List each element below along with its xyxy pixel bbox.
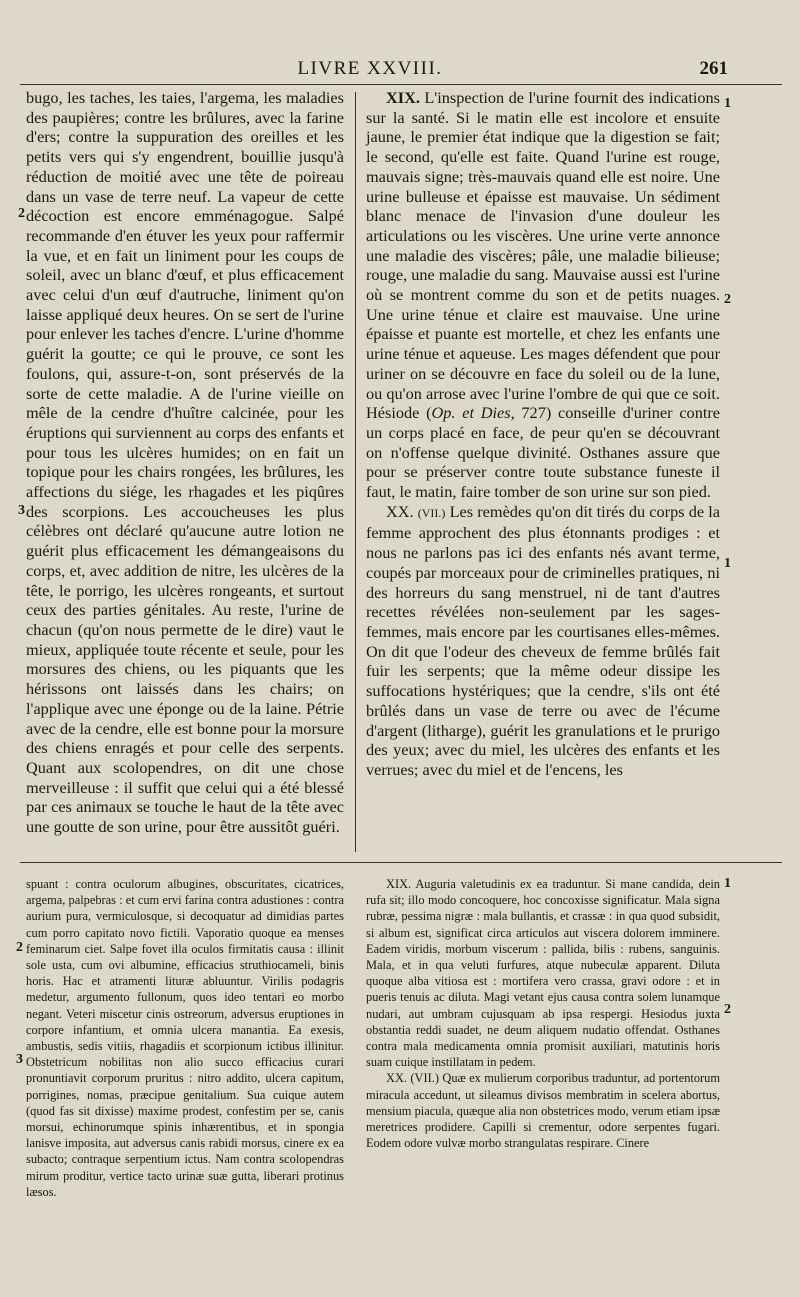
running-title: LIVRE XXVIII. [297, 58, 443, 79]
margin-number: 3 [16, 1052, 23, 1067]
paragraph-xix-end: conseille d'uriner contre un corps placé en face, de peur qu'en se découvrant on n'offense quelque divinité. Osthanes assure que pour se préserver contre toute substance funeste il faut, le matin, faire tomber de son urine sur son pied. [366, 403, 721, 502]
latin-paragraph-xx-text: Quæ ex mulierum corporibus traduntur, ad portentorum miracula accedunt, ut sileamus divisos membratim in scelera abortus, mensium piacula, quæque alia non obstetrices modo, verum etiam ipsæ meretrices prodidere. Capilli si crementur, odore serpentes fugari. Eodem odore vulvæ morbo strangulatas respirare. Cinere [366, 1071, 720, 1151]
header-rule [20, 84, 782, 85]
translation-left-text: bugo, les taches, les taies, l'argema, les maladies des paupières; contre les brûlures, avec la farine d'ers; contre la suppuration des oreilles et les petits vers qui s'y engendrent, bouillie jusqu'à réduction de moitié avec une tête de poireau dans un vase de terre neuf. La vapeur de cette décoction est encore emménagogue. Salpé recommande d'en étuver les yeux pour raffermir la vue, et en fait un liniment pour les coups de soleil, avec un blanc d'œuf, et plus efficacement avec celui d'un œuf d'autruche, liniment qu'on laisse appliqué deux heures. On se sert de l'urine pour enlever les taches d'encre. L'urine d'homme guérit la goutte; ce qui le prouve, ce sont les foulons, qui, assure-t-on, sont préservés de la sorte de cette maladie. A de l'urine vieille on mêle de la cendre d'huître calcinée, pour les éruptions qui surviennent au corps des enfants et pour tous les ulcères humides; on en fait un topique pour les chairs rongées, les brûlures, les affections du siége, les rhagades et les piqûres des scorpions. Les accoucheuses les plus célèbres ont déclaré qu'aucune autre lotion ne guérit plus efficacement les démangeaisons du corps, et, avec addition de nitre, les ulcères de la tête, le porrigo, les ulcères rongeants, et surtout ceux des parties génitales. Au reste, l'urine de chacun (qu'on nous permette de le dire) vaut le mieux, appliquée toute récente et seule, pour les morsures des chiens, ou les piquants que les hérissons ont laissés dans les chairs; on l'applique avec une éponge ou de la laine. Pétrie avec de la cendre, elle est bonne pour la morsure des chiens enragés et pour celle des serpents. Quant aux scolopendres, on dit une chose merveilleuse : il suffit que celui qui a été blessé par ces animaux se touche le haut de la tête avec une goutte de son urine, pour être aussitôt guéri. [26, 88, 344, 837]
margin-number: 2 [16, 940, 23, 955]
margin-number: 2 [18, 206, 25, 221]
latin-paragraph-xx [366, 1070, 720, 1151]
translation-right-column [366, 88, 720, 780]
margin-number: 1 [724, 556, 731, 571]
margin-number: 2 [724, 1002, 731, 1017]
margin-number: 3 [18, 503, 25, 518]
footnote-rule [20, 862, 782, 863]
paragraph-xx-text: Les remèdes qu'on dit tirés du corps de la femme approchent des plus étonnants prodiges : et nous ne parlons pas ici des enfants nés avant terme, coupés par morceaux pour de criminelles pratiques, ni des horreurs du sang menstruel, ni de tant d'autres recettes révélées non-seulement par les sages-femmes, mais encore par les courtisanes elles-mêmes. On dit que l'odeur des cheveux de femme brûlés fait fuir les serpents; que la même odeur dissipe les suffocations hystériques; que la cendre, s'ils ont été brûlés dans un vase de terre ou avec de l'écume d'argent (litharge), guérit les granulations et le prurigo des yeux; avec du miel, les ulcères des enfants et les verrues; avec du miel et de l'encens, les [366, 501, 720, 779]
citation-number: 727) [514, 403, 552, 423]
paragraph-xix-text: L'inspection de l'urine fournit des indications sur la santé. Si le matin elle est incolore et ensuite jaune, le premier état indique que la digestion se fait; le second, qu'elle est faite. Quand l'urine est rouge, mauvais signe; très-mauvais quand elle est noire. Une urine bulleuse et épaisse est mauvaise. Un sédiment blanc menace de l'invasion d'une douleur les articulations ou les viscères. Une urine verte annonce une maladie des viscères; pâle, une maladie bilieuse; rouge, une maladie du sang. Mauvaise aussi est l'urine où se montrent comme du son et de petits nuages. Une urine ténue et claire est mauvaise. Une urine épaisse et puante est mortelle, et chez les enfants une urine ténue et aqueuse. Les mages défendent que pour uriner on se découvre en face du soleil ou de la lune, ou qu'on arrose avec l'urine l'ombre de qui que ce soit. Hésiode ( [366, 88, 720, 423]
latin-chapter-number-vii: (VII.) [410, 1071, 439, 1086]
latin-left-text: spuant : contra oculorum albugines, obscuritates, cicatrices, argema, palpebras : et cum ervi farina contra adustiones : contra aurium pura, vermiculosque, si decoquatur ad dimidias partes cum porro capitato novo fictili. Vaporatio quoque ea menses feminarum ciet. Salpe fovet illa oculos firmitatis causa : illinit sole usta, cum ovi albumine, efficacius struthiocameli, binis horis. Hac et atramenti lituræ abluuntur. Virilis podagris medetur, argumento fullonum, quos ideo tentari eo morbo negant. Veteri miscetur cinis ostreorum, adversus eruptiones in corpore infantium, et omnia ulcera manantia. Ea exesis, ambustis, sedis vitiis, rhagadiis et scorpionum ictibus illinitur. Obstetricum nobilitas non alio succo efficacius curari pronuntiavit corporum pruritus : nitro addito, ulcera capitum, porrigines, nomas, præcipue genitalium. Sua cuique autem (quod fas sit dixisse) maxime prodest, confestim per se, canis morsui, echinorumque spinis inhærentibus, et in spongia lanisve imposita, aut adversus canis rabidi morsus, cinere ex ea subacto; contraque serpentium ictus. Nam contra scolopendras mirum proditur, vertice tacto urinæ suæ gutta, liberari protinus læsos. [26, 877, 344, 1199]
margin-number: 1 [724, 96, 731, 111]
translation-paragraph-xx [366, 502, 720, 780]
citation-title: Op. et Dies, [431, 403, 515, 423]
chapter-number-vii: (VII.) [417, 505, 446, 520]
section-number-xx: XX. [386, 501, 414, 521]
margin-number: 2 [724, 292, 731, 307]
translation-paragraph-xix [366, 88, 720, 502]
section-number-xix: XIX. [386, 88, 420, 107]
latin-paragraph-xix: XIX. Auguria valetudinis ex ea traduntur. Si mane candida, dein rufa sit; illo modo concoquere, hoc concoxisse significatur. Mala signa rubræ, pessima nigræ : mala bullantis, et crassæ : in qua quod subsidit, si album est, significat circa articulos aut viscera dolorem imminere. Eadem viridis, morbum viscerum : pallida, bilis : rubens, sanguinis. Mala, et in qua veluti furfures, atque nubeculæ apparent. Diluta quoque alba vitiosa est : mortifera vero crassa, gravi odore : et in pueris tenuis ac diluta. Magi vetant ejus causa contra solem lunamque nudari, aut umbram cujusquam ab ipsa respergi. Hesiodus juxta obstantia reddi suadet, ne deum aliquem nudatio offendat. Osthanes contra mala medicamenta omnia promisit auxiliari, matutinis horis suam cuique instillatam in pedem. [366, 877, 720, 1070]
margin-number: 1 [724, 876, 731, 891]
latin-left-column [26, 876, 344, 1200]
latin-right-column [366, 876, 720, 1151]
page-number: 261 [699, 58, 728, 79]
column-divider [355, 92, 356, 852]
latin-section-number-xx: XX. [386, 1071, 407, 1086]
translation-left-column [26, 88, 344, 837]
